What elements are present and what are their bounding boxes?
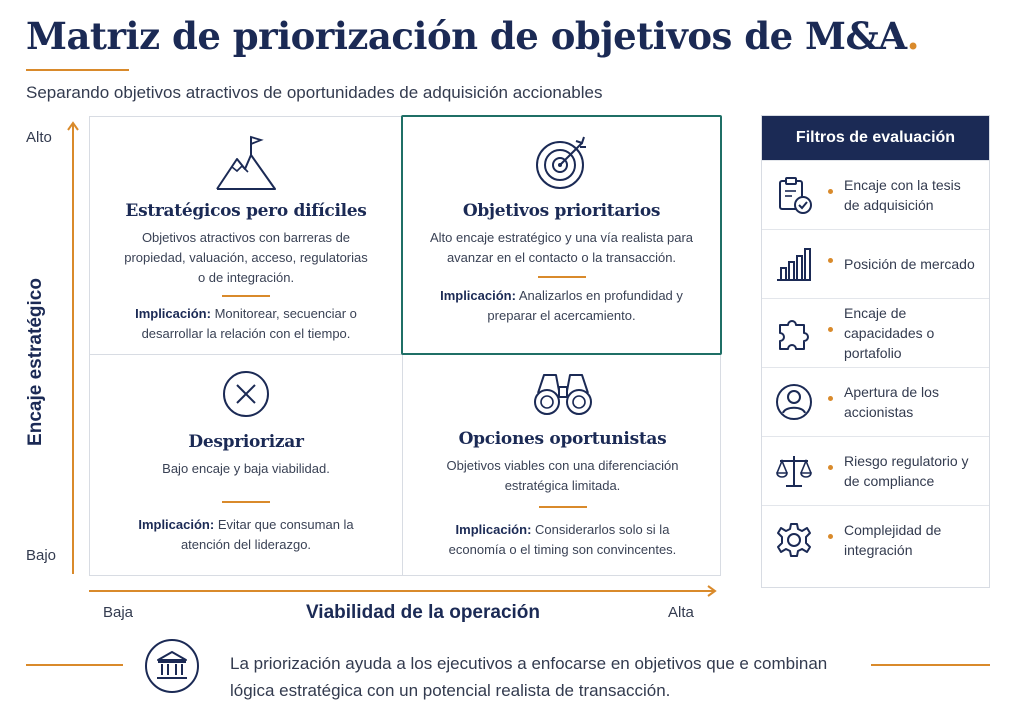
quadrant-title: Estratégicos pero difíciles: [125, 201, 367, 221]
quadrant-rule: [222, 295, 270, 297]
filter-bullet: [828, 189, 833, 194]
clipboard-check-icon: [774, 175, 814, 215]
filter-label: Encaje de capacidades o portafolio: [844, 305, 935, 361]
quadrant-implication: Implicación: Analizarlos en profundidad y preparar el acercamiento.: [440, 288, 683, 323]
y-axis-high-label: Alto: [26, 129, 52, 146]
quadrant-strategic-difficult: [90, 117, 402, 354]
filter-bullet: [828, 327, 833, 332]
puzzle-icon: [774, 313, 814, 353]
x-axis-arrow: [89, 584, 721, 598]
x-axis-title: Viabilidad de la operación: [305, 602, 541, 623]
filters-panel-title: Filtros de evaluación: [762, 116, 989, 160]
user-circle-icon: [774, 382, 814, 422]
footer-rule-left: [26, 664, 123, 666]
quadrant-priority-targets: [401, 115, 722, 355]
quadrant-description: Bajo encaje y baja viabilidad.: [162, 461, 330, 476]
x-circle-icon: [221, 369, 271, 419]
filter-label: Complejidad de integración: [844, 522, 942, 558]
quadrant-title: Objetivos prioritarios: [462, 201, 661, 221]
title-underline: [26, 69, 129, 71]
filter-item-regulatory-risk: [762, 436, 989, 505]
bank-building-icon: [144, 638, 200, 694]
quadrant-rule: [539, 506, 587, 508]
binoculars-icon: [532, 371, 594, 417]
filter-bullet: [828, 465, 833, 470]
page-subtitle: Separando objetivos atractivos de oportunidades de adquisición accionables: [26, 83, 603, 102]
filter-label: Riesgo regulatorio y de compliance: [844, 453, 969, 489]
filter-item-thesis-fit: [762, 160, 989, 229]
quadrant-description: Alto encaje estratégico y una vía realista para avanzar en el contacto o la transacción.: [429, 230, 694, 265]
quadrant-title: Opciones oportunistas: [458, 429, 667, 449]
mountain-flag-icon: [215, 135, 277, 191]
quadrant-rule: [538, 276, 586, 278]
filter-bullet: [828, 396, 833, 401]
filter-item-capabilities-fit: [762, 298, 989, 367]
gear-icon: [774, 520, 814, 560]
footer-rule-right: [871, 664, 990, 666]
quadrant-rule: [222, 501, 270, 503]
x-axis-low-label: Baja: [103, 604, 134, 621]
filter-item-integration-complexity: [762, 505, 989, 574]
quadrant-title: Despriorizar: [188, 432, 304, 452]
y-axis-arrow: [66, 120, 80, 576]
filter-label: Encaje con la tesis de adquisición: [844, 177, 961, 213]
filter-label: Posición de mercado: [844, 256, 975, 272]
filter-item-market-position: [762, 229, 989, 298]
scales-icon: [774, 451, 814, 491]
quadrant-implication: Implicación: Considerarlos solo si la economía o el timing son convincentes.: [448, 522, 677, 557]
filter-label: Apertura de los accionistas: [844, 384, 939, 420]
quadrant-description: Objetivos atractivos con barreras de propiedad, valuación, acceso, regulatorias o de integración.: [124, 230, 368, 285]
y-axis-low-label: Bajo: [26, 547, 57, 564]
footer-message: La priorización ayuda a los ejecutivos a enfocarse en objetivos que e combinan lógica estratégica con un potencial realista de transacción.: [230, 654, 828, 700]
quadrant-description: Objetivos viables con una diferenciación estratégica limitada.: [446, 458, 679, 493]
quadrant-implication: Implicación: Monitorear, secuenciar o desarrollar la relación con el tiempo.: [135, 306, 357, 341]
bar-chart-icon: [774, 244, 814, 284]
quadrant-deprioritize: [90, 355, 402, 576]
target-arrow-icon: [534, 135, 590, 191]
filter-bullet: [828, 258, 833, 263]
filter-bullet: [828, 534, 833, 539]
quadrant-opportunistic: [403, 355, 722, 576]
evaluation-filters-panel: [761, 115, 990, 588]
x-axis-high-label: Alta: [668, 604, 694, 621]
priority-matrix: [89, 116, 721, 576]
quadrant-implication: Implicación: Evitar que consuman la atención del liderazgo.: [138, 517, 354, 552]
filter-item-shareholder-openness: [762, 367, 989, 436]
page-title: Matriz de priorización de objetivos de M&A.: [26, 14, 919, 58]
